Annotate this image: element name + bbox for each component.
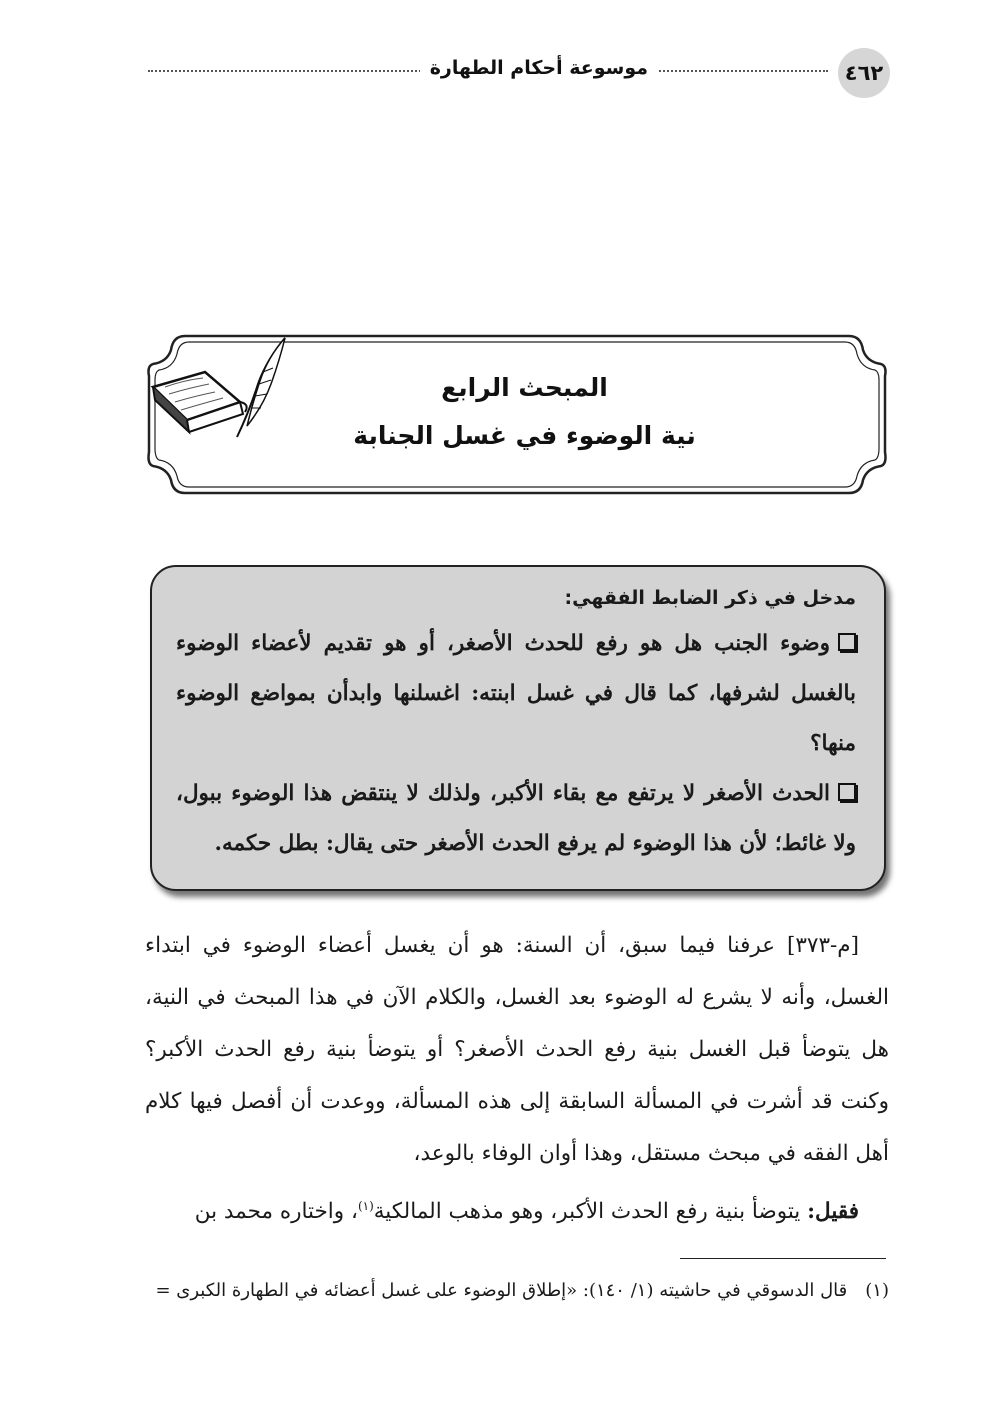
page-number-badge: ٤٦٢ [838, 48, 890, 98]
intro-heading: مدخل في ذكر الضابط الفقهي: [564, 587, 856, 609]
intro-item [176, 619, 856, 769]
book-and-quill-icon [145, 332, 295, 452]
body-paragraph [145, 1180, 889, 1238]
body-paragraph: [م-٣٧٣] عرفنا فيما سبق، أن السنة: هو أن يغسل أعضاء الوضوء في ابتداء الغسل، وأنه لا يشرع له الوضوء بعد الغسل، والكلام الآن في هذا المبحث في النية، هل يتوضأ قبل الغسل بنية رفع الحدث الأصغر؟ أو يتوضأ بنية رفع الحدث الأكبر؟ وكنت قد أشرت في المسألة السابقة إلى هذه المسألة، ووعدت أن أفصل فيها كلام أهل الفقه في مبحث مستقل، وهذا أوان الوفاء بالوعد، [145, 933, 889, 1166]
chapter-frame [145, 332, 889, 497]
intro-item-text: الحدث الأصغر لا يرتفع مع بقاء الأكبر، ولذلك لا ينتقض هذا الوضوء ببول، ولا غائط؛ لأن هذا الوضوء لم يرفع الحدث الأصغر حتى يقال: بطل حكمه. [176, 781, 856, 856]
intro-box [150, 565, 886, 891]
footnote-divider [680, 1258, 886, 1259]
paragraph-lead: فقيل: [807, 1199, 859, 1225]
chapter-title: المبحث الرابع [441, 373, 608, 402]
checkbox-icon [838, 633, 856, 651]
footnote [145, 1276, 889, 1306]
checkbox-icon [838, 783, 856, 801]
paragraph-text-tail: ، واختاره محمد بن [194, 1199, 358, 1225]
page-header [140, 48, 890, 98]
footnote-text: قال الدسوقي في حاشيته (١/ ١٤٠): «إطلاق الوضوء على غسل أعضائه في الطهارة الكبرى = [155, 1280, 848, 1301]
intro-item [176, 769, 856, 869]
footnote-reference[interactable]: (١) [357, 1199, 374, 1213]
intro-item-text: وضوء الجنب هل هو رفع للحدث الأصغر، أو هو تقديم لأعضاء الوضوء بالغسل لشرفها، كما قال في غسل ابنته: اغسلنها وابدأن بمواضع الوضوء منها؟ [176, 631, 856, 756]
running-title: موسوعة أحكام الطهارة [420, 57, 658, 79]
body-text [145, 920, 889, 1238]
chapter-subtitle: نية الوضوء في غسل الجنابة [353, 421, 696, 450]
footnote-number: (١) [865, 1280, 889, 1301]
paragraph-text: يتوضأ بنية رفع الحدث الأكبر، وهو مذهب المالكية [373, 1199, 808, 1225]
